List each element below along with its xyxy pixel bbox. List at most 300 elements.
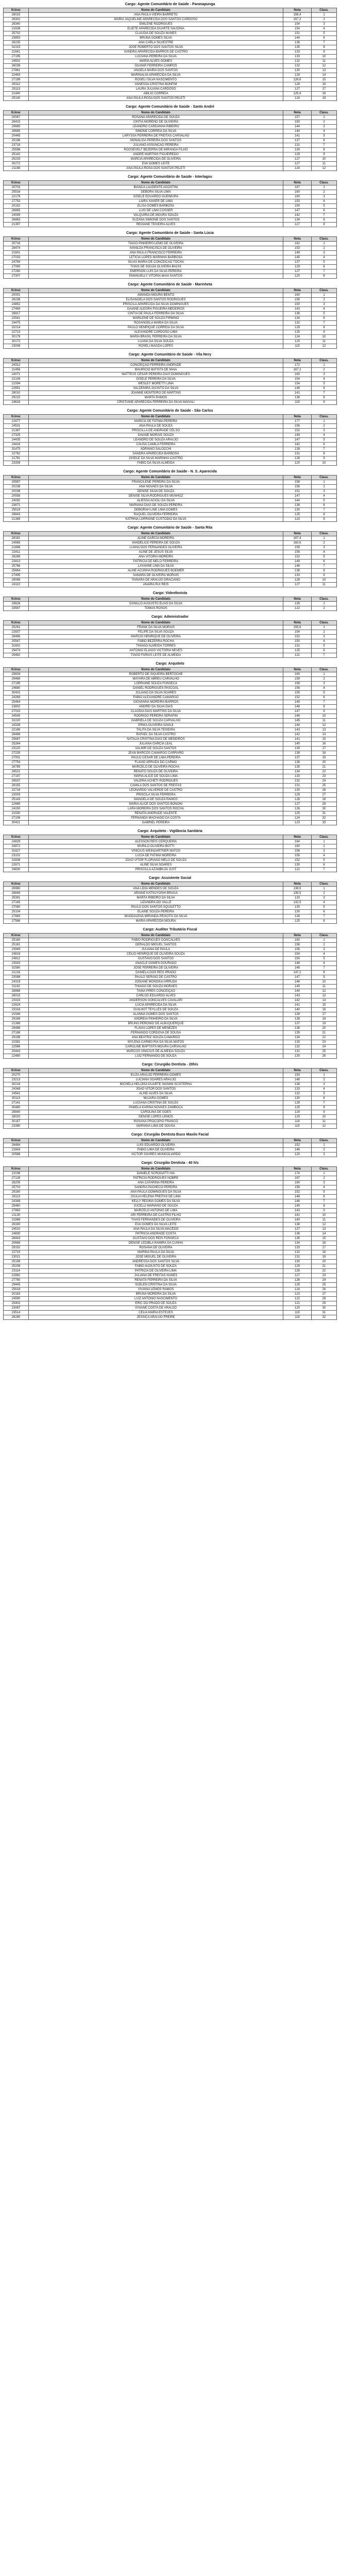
table-row	[4, 821, 337, 825]
cell-nota: 124	[283, 335, 312, 340]
cell-nota: 126	[283, 807, 312, 811]
table-row	[4, 429, 337, 433]
table-row	[4, 714, 337, 719]
cell-classificacao: 27	[312, 793, 337, 798]
cell-inscricao: 23802	[4, 705, 29, 709]
cell-inscricao: 23514	[4, 1311, 29, 1315]
cell-nota: 163	[283, 372, 312, 377]
table-row	[4, 386, 337, 391]
cell-inscricao: 24319	[4, 980, 29, 985]
cell-classificacao: 5	[312, 1190, 337, 1195]
cell-inscricao: 25143	[4, 798, 29, 802]
table-row	[4, 82, 337, 87]
cell-classificacao: 3	[312, 125, 337, 129]
cell-nome: RAQUEL OLIVEIRA FERREIRA	[29, 513, 283, 517]
cell-nome: JUCELLI MARIANO DE SOUZA	[29, 1204, 283, 1209]
cell-inscricao: 22624	[4, 1003, 29, 1008]
cell-nota: 120	[283, 1115, 312, 1120]
cell-nome: VICTOR SOARES MANGOLIARDO	[29, 1153, 283, 1157]
column-header-nota: Nota	[283, 668, 312, 672]
table-row	[4, 583, 337, 587]
cell-classificacao: 7	[312, 966, 337, 971]
cell-nome: CAUSA CAMILA FERREIRA	[29, 443, 283, 447]
cell-classificacao: 31	[312, 811, 337, 816]
cell-inscricao: 20067	[4, 115, 29, 120]
cell-inscricao: 27145	[4, 901, 29, 905]
cell-classificacao: 9	[312, 975, 337, 980]
cell-nota: 154	[283, 22, 312, 27]
column-header-nome: Nome do Candidato	[29, 934, 283, 938]
table-row	[4, 910, 337, 914]
cell-classificacao: 6	[312, 139, 337, 143]
cell-inscricao: 24852	[4, 302, 29, 307]
table-row	[4, 204, 337, 209]
table-row	[4, 858, 337, 863]
table-row	[4, 120, 337, 125]
cell-inscricao: 24348	[4, 1199, 29, 1204]
cell-nota: 146	[283, 564, 312, 569]
cell-classificacao: 7	[312, 700, 337, 705]
cell-nota: 133	[283, 1087, 312, 1092]
cell-inscricao: 25519	[4, 508, 29, 513]
cell-nota: 124	[283, 1287, 312, 1292]
cell-inscricao: 25587	[4, 480, 29, 485]
cell-inscricao: 23671	[4, 503, 29, 508]
cell-classificacao: 14	[312, 733, 337, 737]
cell-classificacao: 4	[312, 550, 337, 555]
cell-nota: 137	[283, 1227, 312, 1232]
cell-inscricao: 31014	[4, 326, 29, 330]
cell-nota: 144	[283, 499, 312, 503]
cell-inscricao: 28848	[4, 891, 29, 896]
cell-inscricao: 25596	[4, 148, 29, 152]
cell-classificacao: 26	[312, 1287, 337, 1292]
cell-classificacao: 2	[312, 424, 337, 429]
cell-classificacao: 32	[312, 1315, 337, 1320]
cell-inscricao: 23120	[4, 747, 29, 751]
column-header-insc: N.Insc	[4, 835, 29, 840]
cell-classificacao: 1	[312, 1172, 337, 1176]
cell-classificacao: 27	[312, 1292, 337, 1297]
cell-nota: 128	[283, 914, 312, 919]
column-header-nome: Nome do Candidato	[29, 1139, 283, 1143]
cell-inscricao: 26340	[4, 22, 29, 27]
cell-nome: ANA PAULA DE SOUZA	[29, 424, 283, 429]
cell-nota: 158	[283, 480, 312, 485]
cell-inscricao: 21546	[4, 1012, 29, 1017]
cell-nome: LUIS EDUARDO OLIVEIRA	[29, 1143, 283, 1148]
column-header-class: Class.	[312, 237, 337, 242]
table-row	[4, 134, 337, 139]
cell-inscricao: 22651	[4, 386, 29, 391]
column-header-class: Class.	[312, 111, 337, 115]
column-header-insc: N.Insc	[4, 597, 29, 602]
cell-nota: 148	[283, 966, 312, 971]
cell-nota: 129	[283, 73, 312, 78]
cell-classificacao: 8	[312, 274, 337, 279]
column-header-nome: Nome do Candidato	[29, 476, 283, 480]
cell-nome: BRUNA MOREIRA DA SILVA	[29, 1292, 283, 1297]
cell-nome: ANA LIDIA MENDES DE SOUZA	[29, 887, 283, 891]
cell-nome: FRANCILENE PEREIRA DA SILVA	[29, 480, 283, 485]
cell-inscricao: 33587	[4, 606, 29, 611]
cell-inscricao: 26863	[4, 218, 29, 223]
table-row	[4, 550, 337, 555]
cell-nota: 152	[283, 429, 312, 433]
column-header-insc: N.Insc	[4, 532, 29, 536]
cell-nota: 122	[283, 653, 312, 658]
table-row	[4, 896, 337, 901]
cell-classificacao: 22	[312, 1036, 337, 1040]
cell-inscricao: 23915	[4, 961, 29, 966]
result-section	[3, 1132, 337, 1157]
cell-classificacao: 5	[312, 260, 337, 265]
cell-nome: PATRICIA RODRIGUES NOBRE	[29, 1176, 283, 1181]
cell-nome: SIMONE CORREIA DA SILVA	[29, 129, 283, 134]
cell-inscricao: 21888	[4, 546, 29, 550]
column-header-insc: N.Insc	[4, 1139, 29, 1143]
cell-classificacao: 8	[312, 326, 337, 330]
column-header-nome: Nome do Candidato	[29, 237, 283, 242]
cell-nota: 136	[283, 1026, 312, 1031]
cell-classificacao: 25	[312, 1283, 337, 1287]
table-row	[4, 363, 337, 368]
results-table	[3, 933, 337, 1059]
cell-classificacao: 17	[312, 87, 337, 92]
cell-nome: SAMARA DE OLIVEIRA MORAIS	[29, 573, 283, 578]
cell-nota: 136	[283, 760, 312, 765]
column-header-nome: Nome do Candidato	[29, 621, 283, 625]
table-row	[4, 302, 337, 307]
cell-nome: CAROLINE BAPTISTA MOURA CARVALHO	[29, 1045, 283, 1049]
cell-classificacao: 5	[312, 499, 337, 503]
cell-inscricao: 21440	[4, 92, 29, 96]
cell-classificacao: 3	[312, 849, 337, 854]
cell-classificacao: 1	[312, 363, 337, 368]
cell-inscricao: 25702	[4, 31, 29, 36]
cell-nome: RENATA FERREIRA DA SILVA	[29, 1278, 283, 1283]
cell-classificacao: 4	[312, 494, 337, 499]
cell-nome: RENATA ANDRADE VALENTE	[29, 811, 283, 816]
table-row	[4, 13, 337, 18]
table-row	[4, 966, 337, 971]
cell-classificacao: 33	[312, 821, 337, 825]
cell-classificacao: 19	[312, 1255, 337, 1260]
cell-nota: 137	[283, 1022, 312, 1026]
cell-classificacao: 3	[312, 429, 337, 433]
cell-nome: JULIANO DA SILVA SOARES	[29, 691, 283, 696]
cell-nome: CLAUDIA DIAS MARTINS DA SILVA	[29, 709, 283, 714]
cell-classificacao: 3	[312, 302, 337, 307]
cell-classificacao: 18	[312, 751, 337, 756]
cell-inscricao: 26488	[4, 733, 29, 737]
cell-nota: 146	[283, 1199, 312, 1204]
cell-inscricao: 23088	[4, 975, 29, 980]
cell-nota: 129	[283, 265, 312, 269]
cell-nome: ANTONIO ELIAGO VICTORIA NEVES	[29, 649, 283, 653]
table-row	[4, 1195, 337, 1199]
cell-nome: ANA PAULA DA SILVA MACEDO	[29, 1227, 283, 1232]
column-header-nota: Nota	[283, 1167, 312, 1172]
cell-nota: 150	[283, 957, 312, 961]
cell-classificacao: 6	[312, 265, 337, 269]
result-section	[3, 590, 337, 611]
cell-classificacao: 14	[312, 73, 337, 78]
cell-nota: 137	[283, 139, 312, 143]
section-title: Cargo: Agente Comunitário de Saúde - Marinheta	[128, 283, 212, 286]
column-header-insc: N.Insc	[4, 882, 29, 887]
cell-nota: 147	[283, 209, 312, 213]
cell-nome: DAIANE ALEGRA FIGUEIRA MEDEIROS	[29, 307, 283, 312]
cell-classificacao: 7	[312, 269, 337, 274]
cell-nome: LAURA JULIANA CARDOSO	[29, 87, 283, 92]
cell-classificacao: 4	[312, 1185, 337, 1190]
cell-nota: 123	[283, 517, 312, 522]
cell-classificacao: 4	[312, 686, 337, 691]
cell-classificacao: 26	[312, 788, 337, 793]
cell-classificacao: 2	[312, 120, 337, 125]
column-header-insc: N.Insc	[4, 8, 29, 13]
table-row	[4, 868, 337, 872]
cell-nota: 153	[283, 246, 312, 251]
cell-inscricao: 21397	[4, 223, 29, 227]
cell-nota: 125,4	[283, 92, 312, 96]
cell-nota: 127	[283, 157, 312, 162]
cell-nome: PAULO CESAR DE LIMA PEREIRA	[29, 756, 283, 760]
cell-classificacao: 8	[312, 396, 337, 400]
cell-nota: 140	[283, 742, 312, 747]
cell-classificacao: 7	[312, 1199, 337, 1204]
cell-classificacao: 23	[312, 1040, 337, 1045]
cell-inscricao: 29152	[4, 1246, 29, 1250]
cell-classificacao: 10	[312, 1115, 337, 1120]
cell-nome: LEANDRO DE SOUZA ARAUJO	[29, 438, 283, 443]
cell-inscricao: 23315	[4, 998, 29, 1003]
cell-nota: 145	[283, 985, 312, 989]
cell-inscricao: 29468	[4, 677, 29, 682]
cell-nome: EVA GOMES LEITE	[29, 162, 283, 166]
cell-nome: CELIO HENRIQUE DE OLIVEIRA SOUZA	[29, 952, 283, 957]
table-header-row	[4, 476, 337, 480]
cell-nome: PRISCILA SILVA FERREIRA	[29, 793, 283, 798]
cell-nota: 150	[283, 639, 312, 644]
cell-nome: DANIELE SCROGATTI HIA	[29, 1172, 283, 1176]
cell-nota: 135	[283, 1236, 312, 1241]
cell-classificacao: 4	[312, 27, 337, 31]
cell-inscricao: 22541	[4, 316, 29, 321]
cell-inscricao: 26330	[4, 1223, 29, 1227]
cell-classificacao: 16	[312, 1008, 337, 1012]
cell-nota: 160	[283, 1181, 312, 1185]
cell-inscricao: 22463	[4, 73, 29, 78]
cell-inscricao: 29155	[4, 784, 29, 788]
cell-nome: ALINE GARCIA MOREIRA	[29, 536, 283, 541]
table-row	[4, 92, 337, 96]
table-row	[4, 1026, 337, 1031]
table-header-row	[4, 415, 337, 419]
column-header-insc: N.Insc	[4, 359, 29, 363]
cell-nome: ALINE ALVES DA SILVA	[29, 1092, 283, 1096]
table-row	[4, 975, 337, 980]
column-header-nota: Nota	[283, 289, 312, 293]
cell-classificacao: 13	[312, 69, 337, 73]
cell-inscricao: 21781	[4, 456, 29, 461]
cell-nome: GUILHOT TEYLLES DE SOUZA	[29, 1008, 283, 1012]
table-row	[4, 125, 337, 129]
column-header-nome: Nome do Candidato	[29, 882, 283, 887]
cell-nota: 132	[283, 1045, 312, 1049]
cell-nome: ALINE ACUNHA RODRIGUES BOEMER	[29, 569, 283, 573]
cell-nota: 155	[283, 691, 312, 696]
cell-inscricao: 25703	[4, 1185, 29, 1190]
cell-inscricao: 27128	[4, 1176, 29, 1181]
table-row	[4, 569, 337, 573]
results-table	[3, 288, 337, 349]
column-header-nota: Nota	[283, 8, 312, 13]
table-row	[4, 737, 337, 742]
cell-nota: 158	[283, 943, 312, 947]
cell-classificacao: 23	[312, 774, 337, 779]
table-header-row	[4, 835, 337, 840]
cell-inscricao: 24475	[4, 321, 29, 326]
table-row	[4, 1297, 337, 1301]
cell-nome: PAULO HENRIQUE CORREIA DA SILVA	[29, 326, 283, 330]
cell-inscricao: 25264	[4, 742, 29, 747]
cell-classificacao: 14	[312, 998, 337, 1003]
cell-nome: LARA MOREIRA DOS SANTOS ROCHA	[29, 807, 283, 811]
cell-nome: DANILLO AUGUSTO ELIAS DA SILVA	[29, 602, 283, 606]
cell-inscricao: 27001	[4, 756, 29, 760]
cell-nome: KATRINA LORRAINE CUSTODIO DA SILVA	[29, 517, 283, 522]
cell-nome: MARCOS VINICIUS DE ALMEIDA SOUZA	[29, 1049, 283, 1054]
table-row	[4, 1255, 337, 1260]
cell-nota: 152	[283, 555, 312, 560]
cell-inscricao: 22411	[4, 550, 29, 555]
table-row	[4, 1087, 337, 1092]
cell-inscricao: 26685	[4, 129, 29, 134]
cell-classificacao: 12	[312, 64, 337, 69]
section-title: Cargo: Cirurgião Dentista - 40 h/s	[141, 1161, 199, 1165]
cell-nota: 148	[283, 386, 312, 391]
cell-nota: 155	[283, 298, 312, 302]
cell-inscricao: 24812	[4, 957, 29, 961]
cell-nome: BRUNA GOMES SILVA	[29, 36, 283, 41]
cell-inscricao: 20558	[4, 494, 29, 499]
table-row	[4, 195, 337, 199]
cell-inscricao: 26980	[4, 887, 29, 891]
section-title: Cargo: Agente Comunitário de Saúde - Santo André	[126, 105, 214, 109]
cell-nota: 160	[283, 938, 312, 943]
table-row	[4, 774, 337, 779]
cell-inscricao: 34830	[4, 868, 29, 872]
cell-nota: 120	[283, 274, 312, 279]
cell-nota: 141	[283, 737, 312, 742]
table-row	[4, 209, 337, 213]
cell-nota: 118	[283, 1315, 312, 1320]
table-row	[4, 1236, 337, 1241]
cell-nota: 143	[283, 994, 312, 998]
cell-nota: 138	[283, 503, 312, 508]
cell-nota: 134	[283, 770, 312, 774]
column-header-class: Class.	[312, 597, 337, 602]
cell-nota: 138,5	[283, 887, 312, 891]
cell-classificacao: 17	[312, 1246, 337, 1250]
table-row	[4, 546, 337, 550]
cell-nota: 129	[283, 326, 312, 330]
cell-inscricao: 22762	[4, 452, 29, 456]
cell-nota: 131	[283, 644, 312, 649]
table-row	[4, 424, 337, 429]
cell-nota: 134	[283, 1241, 312, 1246]
cell-inscricao: 23318	[4, 1008, 29, 1012]
cell-nota: 156	[283, 424, 312, 429]
cell-inscricao: 29160	[4, 1190, 29, 1195]
cell-nome: JOSE FERREIRA DE OLIVEIRA	[29, 966, 283, 971]
cell-nota: 128	[283, 578, 312, 583]
cell-nome: MARINA PAULA DA SILVA	[29, 1250, 283, 1255]
cell-inscricao: 26817	[4, 312, 29, 316]
cell-classificacao: 3	[312, 1181, 337, 1185]
cell-nome: JOANNE MONTEIRO DE MARTINS	[29, 391, 283, 396]
cell-nota: 152	[283, 696, 312, 700]
cell-nome: VINICIUS WEINGARTNER MATOS	[29, 849, 283, 854]
cell-inscricao: 21641	[4, 50, 29, 55]
cell-inscricao: 23339	[4, 461, 29, 466]
cell-classificacao: 20	[312, 1026, 337, 1031]
cell-classificacao: 15	[312, 78, 337, 82]
table-row	[4, 849, 337, 854]
cell-nota: 130	[283, 788, 312, 793]
cell-nota: 129	[283, 1264, 312, 1269]
cell-nota: 130	[283, 1054, 312, 1059]
cell-nome: ANDREI DA SILVA DIAS	[29, 705, 283, 709]
cell-nome: GILMAR FERREIRA CAMPOS	[29, 64, 283, 69]
column-header-nota: Nota	[283, 111, 312, 115]
cell-inscricao: 29486	[4, 1026, 29, 1031]
table-row	[4, 1246, 337, 1250]
column-header-nome: Nome do Candidato	[29, 359, 283, 363]
table-row	[4, 844, 337, 849]
cell-nome: GISELE DA SILVA MARINHA CASTRO	[29, 456, 283, 461]
cell-nome: DANIELA DOS REIS PRADO	[29, 971, 283, 975]
cell-classificacao: 8	[312, 513, 337, 517]
cell-classificacao: 3	[312, 546, 337, 550]
cell-inscricao: 27307	[4, 274, 29, 279]
cell-nome: CAMILA DOS SANTOS DE FREITAS	[29, 784, 283, 788]
cell-classificacao: 6	[312, 649, 337, 653]
cell-nome: JOSE ROBERTO DOS SANTOS SILVA	[29, 45, 283, 50]
table-row	[4, 447, 337, 452]
cell-nome: ANA PAULA DOMINGUES DA SILVA	[29, 1190, 283, 1195]
cell-classificacao: 3	[312, 1153, 337, 1157]
table-header-row	[4, 1139, 337, 1143]
cell-nome: MARTA RIBEIRO DA SILVA	[29, 896, 283, 901]
column-header-class: Class.	[312, 476, 337, 480]
table-row	[4, 36, 337, 41]
cell-nome: CONCEIÇÃO FERREIRA ANDRADE	[29, 363, 283, 368]
cell-classificacao: 2	[312, 1176, 337, 1181]
table-row	[4, 41, 337, 45]
cell-classificacao: 23	[312, 1274, 337, 1278]
cell-nome: MAYARA DE ABREU CARVALHO	[29, 677, 283, 682]
cell-nota: 147,2	[283, 971, 312, 975]
cell-nota: 126	[283, 1278, 312, 1283]
cell-nome: LORRAINE SOUZA FONSECA	[29, 682, 283, 686]
cell-nome: PRISCILLA DE ANDRADE CELSO	[29, 429, 283, 433]
cell-nome: VALERIA ACHETI RODRIGUES	[29, 779, 283, 784]
table-row	[4, 793, 337, 798]
cell-nome: ANDREIA PINHEIRO DA SILVA	[29, 1017, 283, 1022]
